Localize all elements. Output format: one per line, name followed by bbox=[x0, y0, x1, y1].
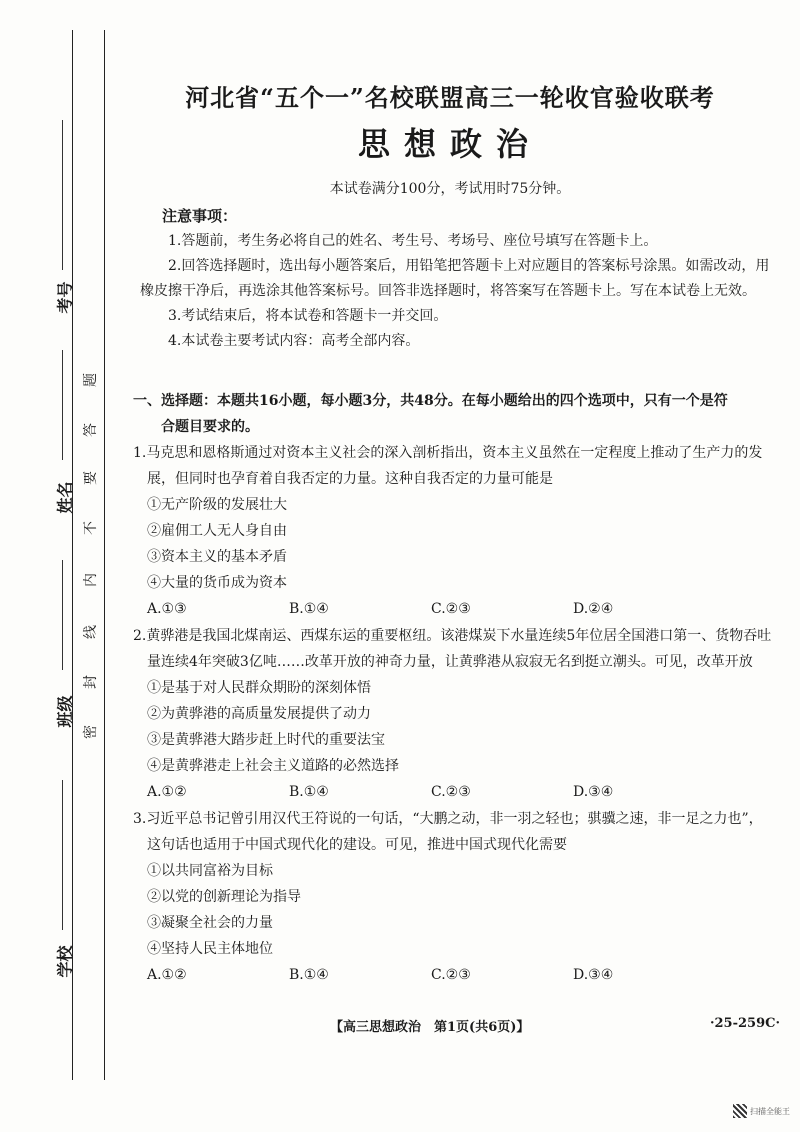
question-1 bbox=[133, 440, 773, 622]
section-heading bbox=[133, 388, 773, 440]
class-label: 班级 bbox=[55, 695, 75, 728]
seal-char: 要 bbox=[83, 471, 99, 485]
question-option: ④大量的货币成为资本 bbox=[147, 575, 287, 591]
answer-choices bbox=[133, 962, 773, 988]
scanner-watermark bbox=[733, 1104, 790, 1118]
seal-char: 答 bbox=[83, 423, 99, 437]
seal-char: 内 bbox=[83, 573, 99, 587]
choice-c: C.②③ bbox=[431, 601, 471, 617]
seal-char: 题 bbox=[83, 373, 99, 387]
footer-code: ·25-259C· bbox=[709, 1016, 780, 1031]
seal-char: 线 bbox=[83, 625, 99, 639]
choice-a: A.①② bbox=[147, 967, 187, 983]
footer-page-info: 【高三思想政治 第1页(共6页)】 bbox=[330, 1020, 530, 1035]
exam-meta: 本试卷满分100分，考试用时75分钟。 bbox=[329, 181, 571, 197]
exam-no-label: 考号 bbox=[55, 281, 75, 314]
margin-line-inner bbox=[104, 30, 105, 1080]
exam-no-field-line bbox=[62, 120, 63, 270]
notice-title: 注意事项： bbox=[162, 207, 238, 225]
choice-c: C.②③ bbox=[431, 784, 471, 800]
section-heading-line1: 一、选择题：本题共16小题，每小题3分，共48分。在每小题给出的四个选项中，只有一个是符 bbox=[133, 393, 728, 409]
school-field-line bbox=[62, 780, 63, 930]
notice-item: 1.答题前，考生务必将自己的姓名、考生号、考场号、座位号填写在答题卡上。 bbox=[168, 233, 658, 249]
school-label: 学校 bbox=[55, 945, 75, 978]
choice-d: D.③④ bbox=[573, 784, 614, 800]
questions-area bbox=[133, 388, 773, 989]
choice-b: B.①④ bbox=[289, 601, 329, 617]
scanner-watermark-text: 扫描全能王 bbox=[750, 1106, 790, 1116]
question-option: ③凝聚全社会的力量 bbox=[147, 915, 273, 931]
notice-item: 4.本试卷主要考试内容：高考全部内容。 bbox=[168, 333, 420, 349]
choice-a: A.①② bbox=[147, 784, 187, 800]
question-3 bbox=[133, 806, 773, 988]
name-label: 姓名 bbox=[55, 481, 75, 514]
exam-header bbox=[130, 78, 770, 165]
question-option: ③资本主义的基本矛盾 bbox=[147, 549, 287, 565]
class-field-line bbox=[62, 560, 63, 670]
subject-title: 思想政治 bbox=[357, 125, 542, 163]
question-option: ①以共同富裕为目标 bbox=[147, 863, 273, 879]
seal-char: 密 bbox=[83, 725, 99, 739]
question-option: ①无产阶级的发展壮大 bbox=[147, 497, 287, 513]
name-field-line bbox=[62, 350, 63, 460]
question-stem: 2.黄骅港是我国北煤南运、西煤东运的重要枢纽。该港煤炭下水量连续5年位居全国港口第一、货物吞吐量连续4年突破3亿吨……改革开放的神奇力量，让黄骅港从寂寂无名到挺立潮头。可见，改革开放 bbox=[133, 628, 772, 670]
question-option: ②以党的创新理论为指导 bbox=[147, 889, 301, 905]
exam-title: 河北省“五个一”名校联盟高三一轮收官验收联考 bbox=[185, 83, 715, 112]
qr-icon bbox=[733, 1104, 747, 1118]
section-heading-line2: 合题目要求的。 bbox=[161, 419, 259, 435]
seal-char: 封 bbox=[83, 675, 99, 689]
margin-line-outer bbox=[72, 30, 73, 1080]
choice-a: A.①③ bbox=[147, 601, 187, 617]
question-stem: 3.习近平总书记曾引用汉代王符说的一句话，“大鹏之动，非一羽之轻也；骐骥之速，非一足之力也”，这句话也适用于中国式现代化的建设。可见，推进中国式现代化需要 bbox=[133, 811, 763, 853]
question-option: ④是黄骅港走上社会主义道路的必然选择 bbox=[147, 758, 399, 774]
notice-item: 2.回答选择题时，选出每小题答案后，用铅笔把答题卡上对应题目的答案标号涂黑。如需改动，用橡皮擦干净后，再选涂其他答案标号。回答非选择题时，将答案写在答题卡上。写在本试卷上无效。 bbox=[140, 258, 770, 299]
question-option: ②为黄骅港的高质量发展提供了动力 bbox=[147, 706, 371, 722]
question-option: ①是基于对人民群众期盼的深刻体悟 bbox=[147, 680, 371, 696]
choice-c: C.②③ bbox=[431, 967, 471, 983]
question-2 bbox=[133, 623, 773, 805]
question-option: ④坚持人民主体地位 bbox=[147, 941, 273, 957]
binding-margin bbox=[0, 0, 110, 1132]
choice-b: B.①④ bbox=[289, 784, 329, 800]
seal-char: 不 bbox=[83, 521, 99, 535]
choice-b: B.①④ bbox=[289, 967, 329, 983]
notice-block bbox=[140, 204, 770, 354]
answer-choices bbox=[133, 596, 773, 622]
question-option: ②雇佣工人无人身自由 bbox=[147, 523, 287, 539]
choice-d: D.②④ bbox=[573, 601, 614, 617]
notice-item: 3.考试结束后，将本试卷和答题卡一并交回。 bbox=[168, 308, 448, 324]
question-stem: 1.马克思和恩格斯通过对资本主义社会的深入剖析指出，资本主义虽然在一定程度上推动了生产力的发展，但同时也孕育着自我否定的力量。这种自我否定的力量可能是 bbox=[133, 445, 763, 487]
choice-d: D.③④ bbox=[573, 967, 614, 983]
question-option: ③是黄骅港大踏步赶上时代的重要法宝 bbox=[147, 732, 385, 748]
answer-choices bbox=[133, 779, 773, 805]
